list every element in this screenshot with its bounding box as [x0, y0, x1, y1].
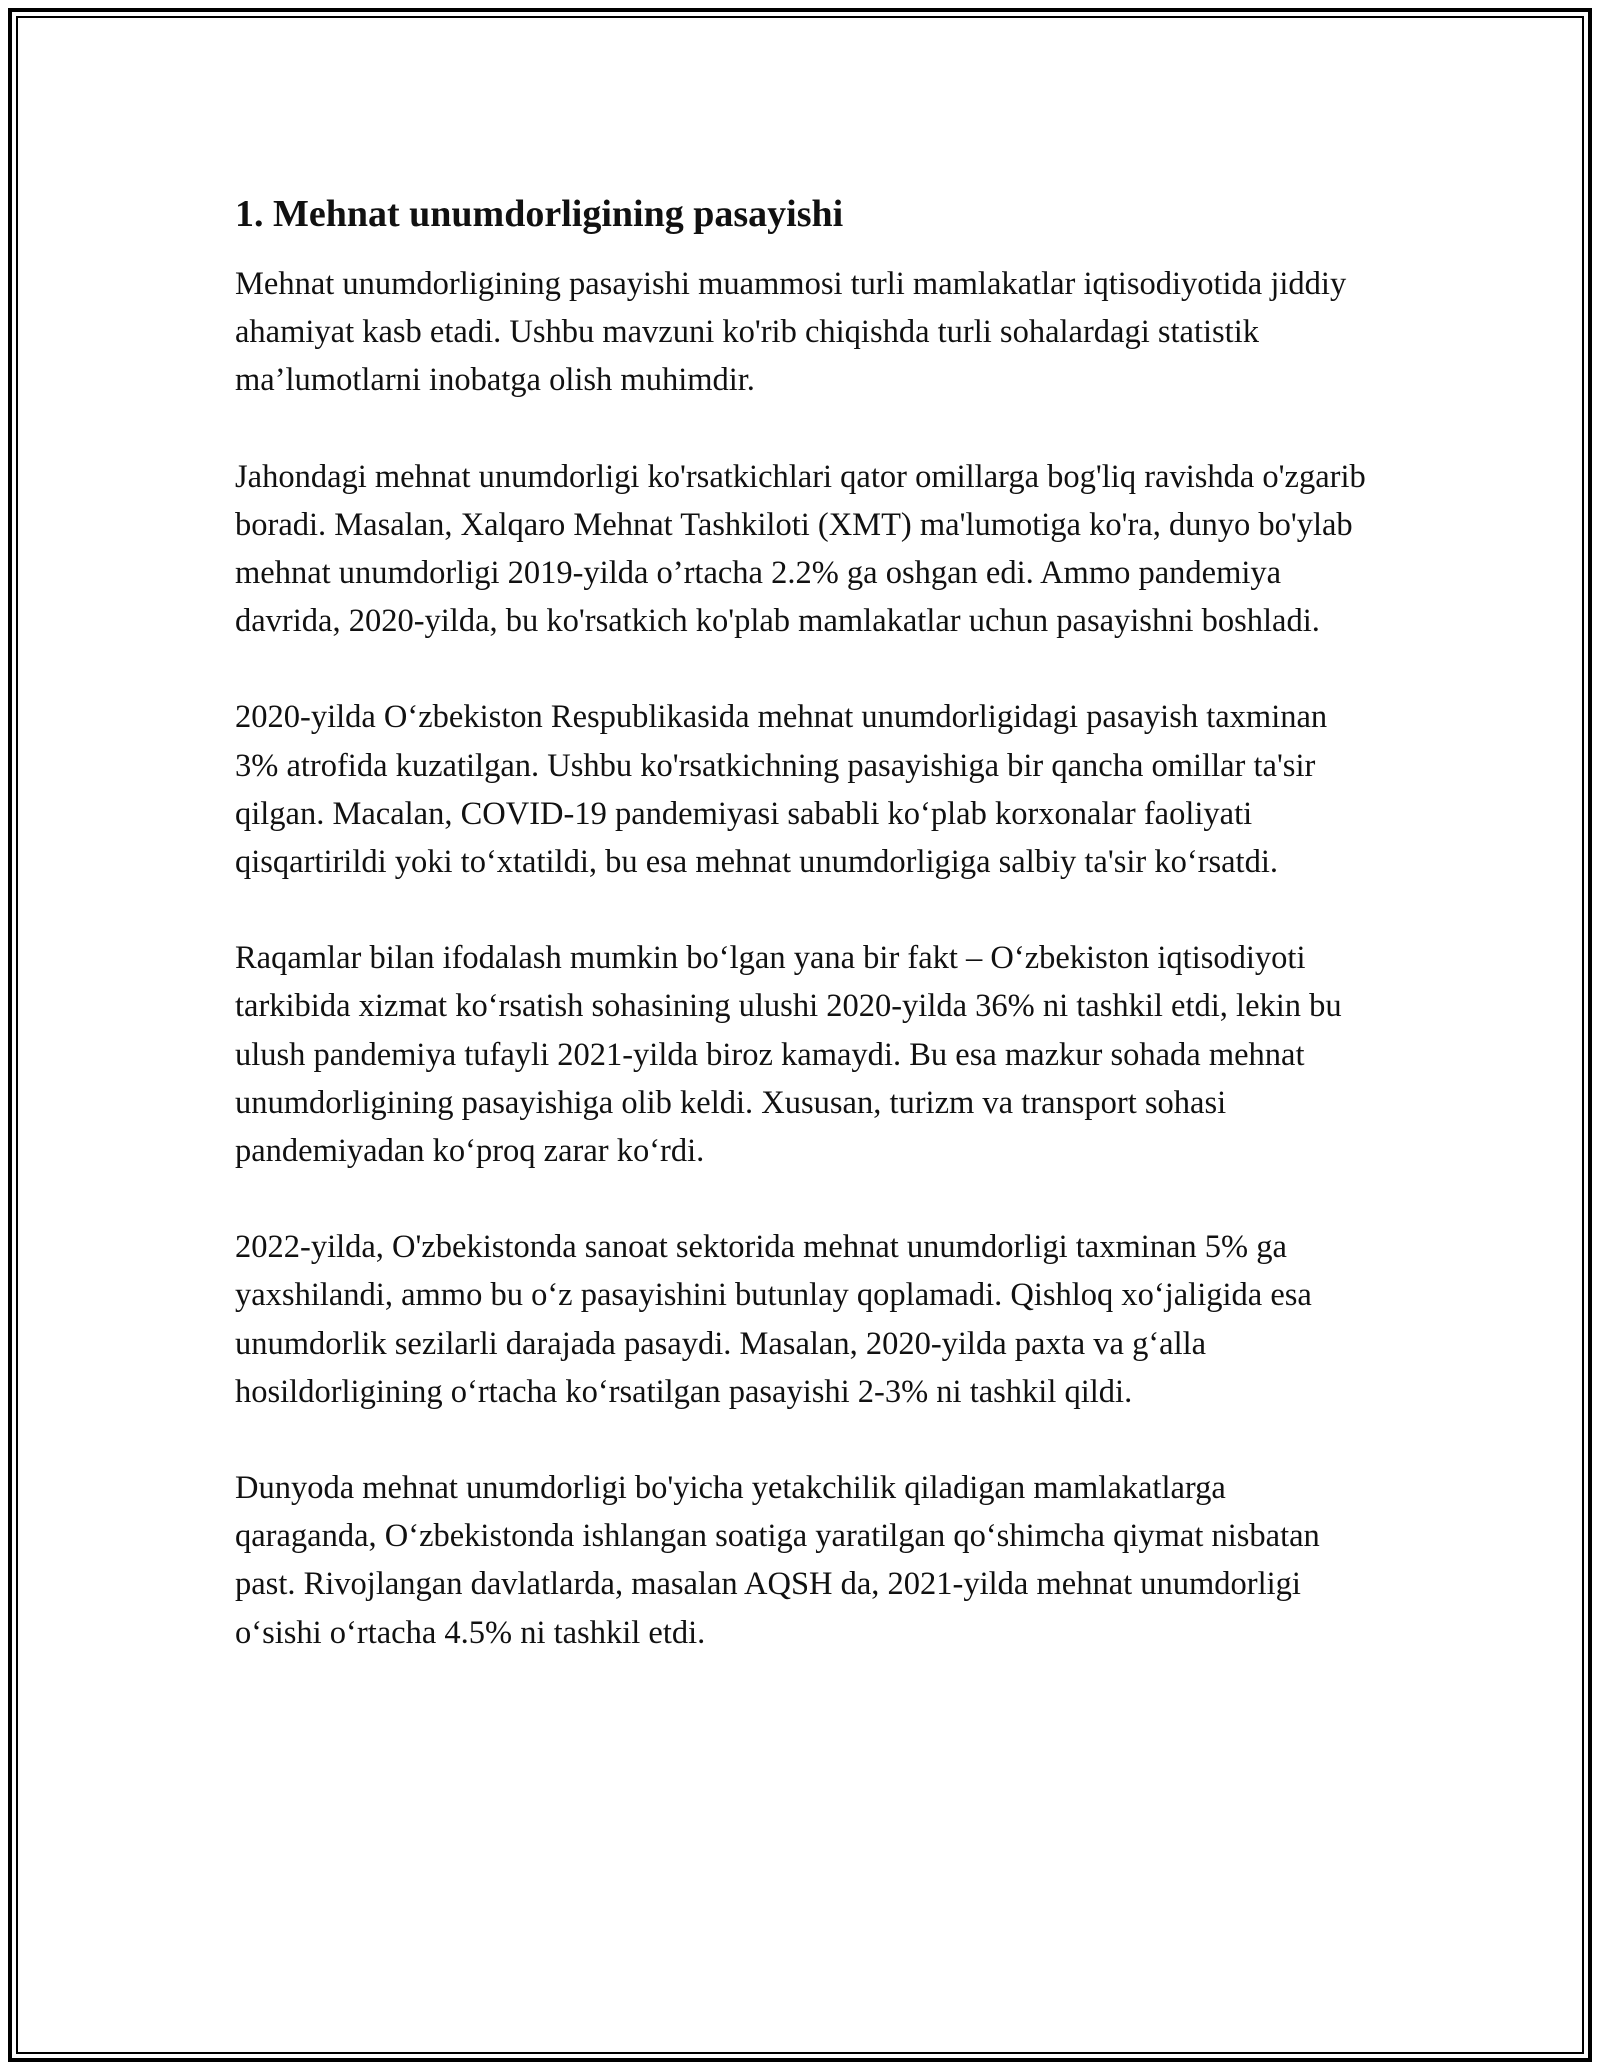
- document-body: [235, 186, 1375, 1705]
- paragraph-world-statistics: Jahondagi mehnat unumdorligi ko'rsatkichlari qator omillarga bog'liq ravishda o'zgarib boradi. Masalan, Xalqaro Mehnat Tashkiloti (XMT) ma'lumotiga ko'ra, dunyo bo'ylab mehnat unumdorligi 2019-yilda o’rtacha 2.2% ga oshgan edi. Ammo pandemiya davrida, 2020-yilda, bu ko'rsatkich ko'plab mamlakatlar uchun pasayishni boshladi.: [235, 458, 1366, 640]
- paragraph-intro: Mehnat unumdorligining pasayishi muammosi turli mamlakatlar iqtisodiyotida jiddiy ahamiyat kasb etadi. Ushbu mavzuni ko'rib chiqishda turli sohalardagi statistik ma’lumotlarni inobatga olish muhimdir.: [235, 266, 1347, 399]
- section-title: 1. Mehnat unumdorligining pasayishi: [235, 193, 844, 235]
- paragraph-international-comparison: Dunyoda mehnat unumdorligi bo'yicha yetakchilik qiladigan mamlakatlarga qaraganda, O‘zbekistonda ishlangan soatiga yaratilgan qo‘shimcha qiymat nisbatan past. Rivojlangan davlatlarda, masalan AQSH da, 2021-yilda mehnat unumdorligi o‘sishi o‘rtacha 4.5% ni tashkil etdi.: [235, 1470, 1320, 1651]
- paragraph-services-sector: Raqamlar bilan ifodalash mumkin bo‘lgan yana bir fakt – O‘zbekiston iqtisodiyoti tarkibida xizmat ko‘rsatish sohasining ulushi 2020-yilda 36% ni tashkil etdi, lekin bu ulush pandemiya tufayli 2021-yilda biroz kamaydi. Bu esa mazkur sohada mehnat unumdorligining pasayishiga olib keldi. Xususan, turizm va transport sohasi pandemiyadan ko‘proq zarar ko‘rdi.: [235, 940, 1342, 1170]
- paragraph-uzbekistan-2020: 2020-yilda O‘zbekiston Respublikasida mehnat unumdorligidagi pasayish taxminan 3% atrofida kuzatilgan. Ushbu ko'rsatkichning pasayishiga bir qancha omillar ta'sir qilgan. Macalan, COVID-19 pandemiyasi sababli ko‘plab korxonalar faoliyati qisqartirildi yoki to‘xtatildi, bu esa mehnat unumdorligiga salbiy ta'sir ko‘rsatdi.: [235, 699, 1328, 881]
- paragraph-industry-agriculture: 2022-yilda, O'zbekistonda sanoat sektorida mehnat unumdorligi taxminan 5% ga yaxshilandi, ammo bu o‘z pasayishini butunlay qoplamadi. Qishloq xo‘jaligida esa unumdorlik sezilarli darajada pasaydi. Masalan, 2020-yilda paxta va g‘alla hosildorligining o‘rtacha ko‘rsatilgan pasayishi 2-3% ni tashkil qildi.: [235, 1229, 1312, 1410]
